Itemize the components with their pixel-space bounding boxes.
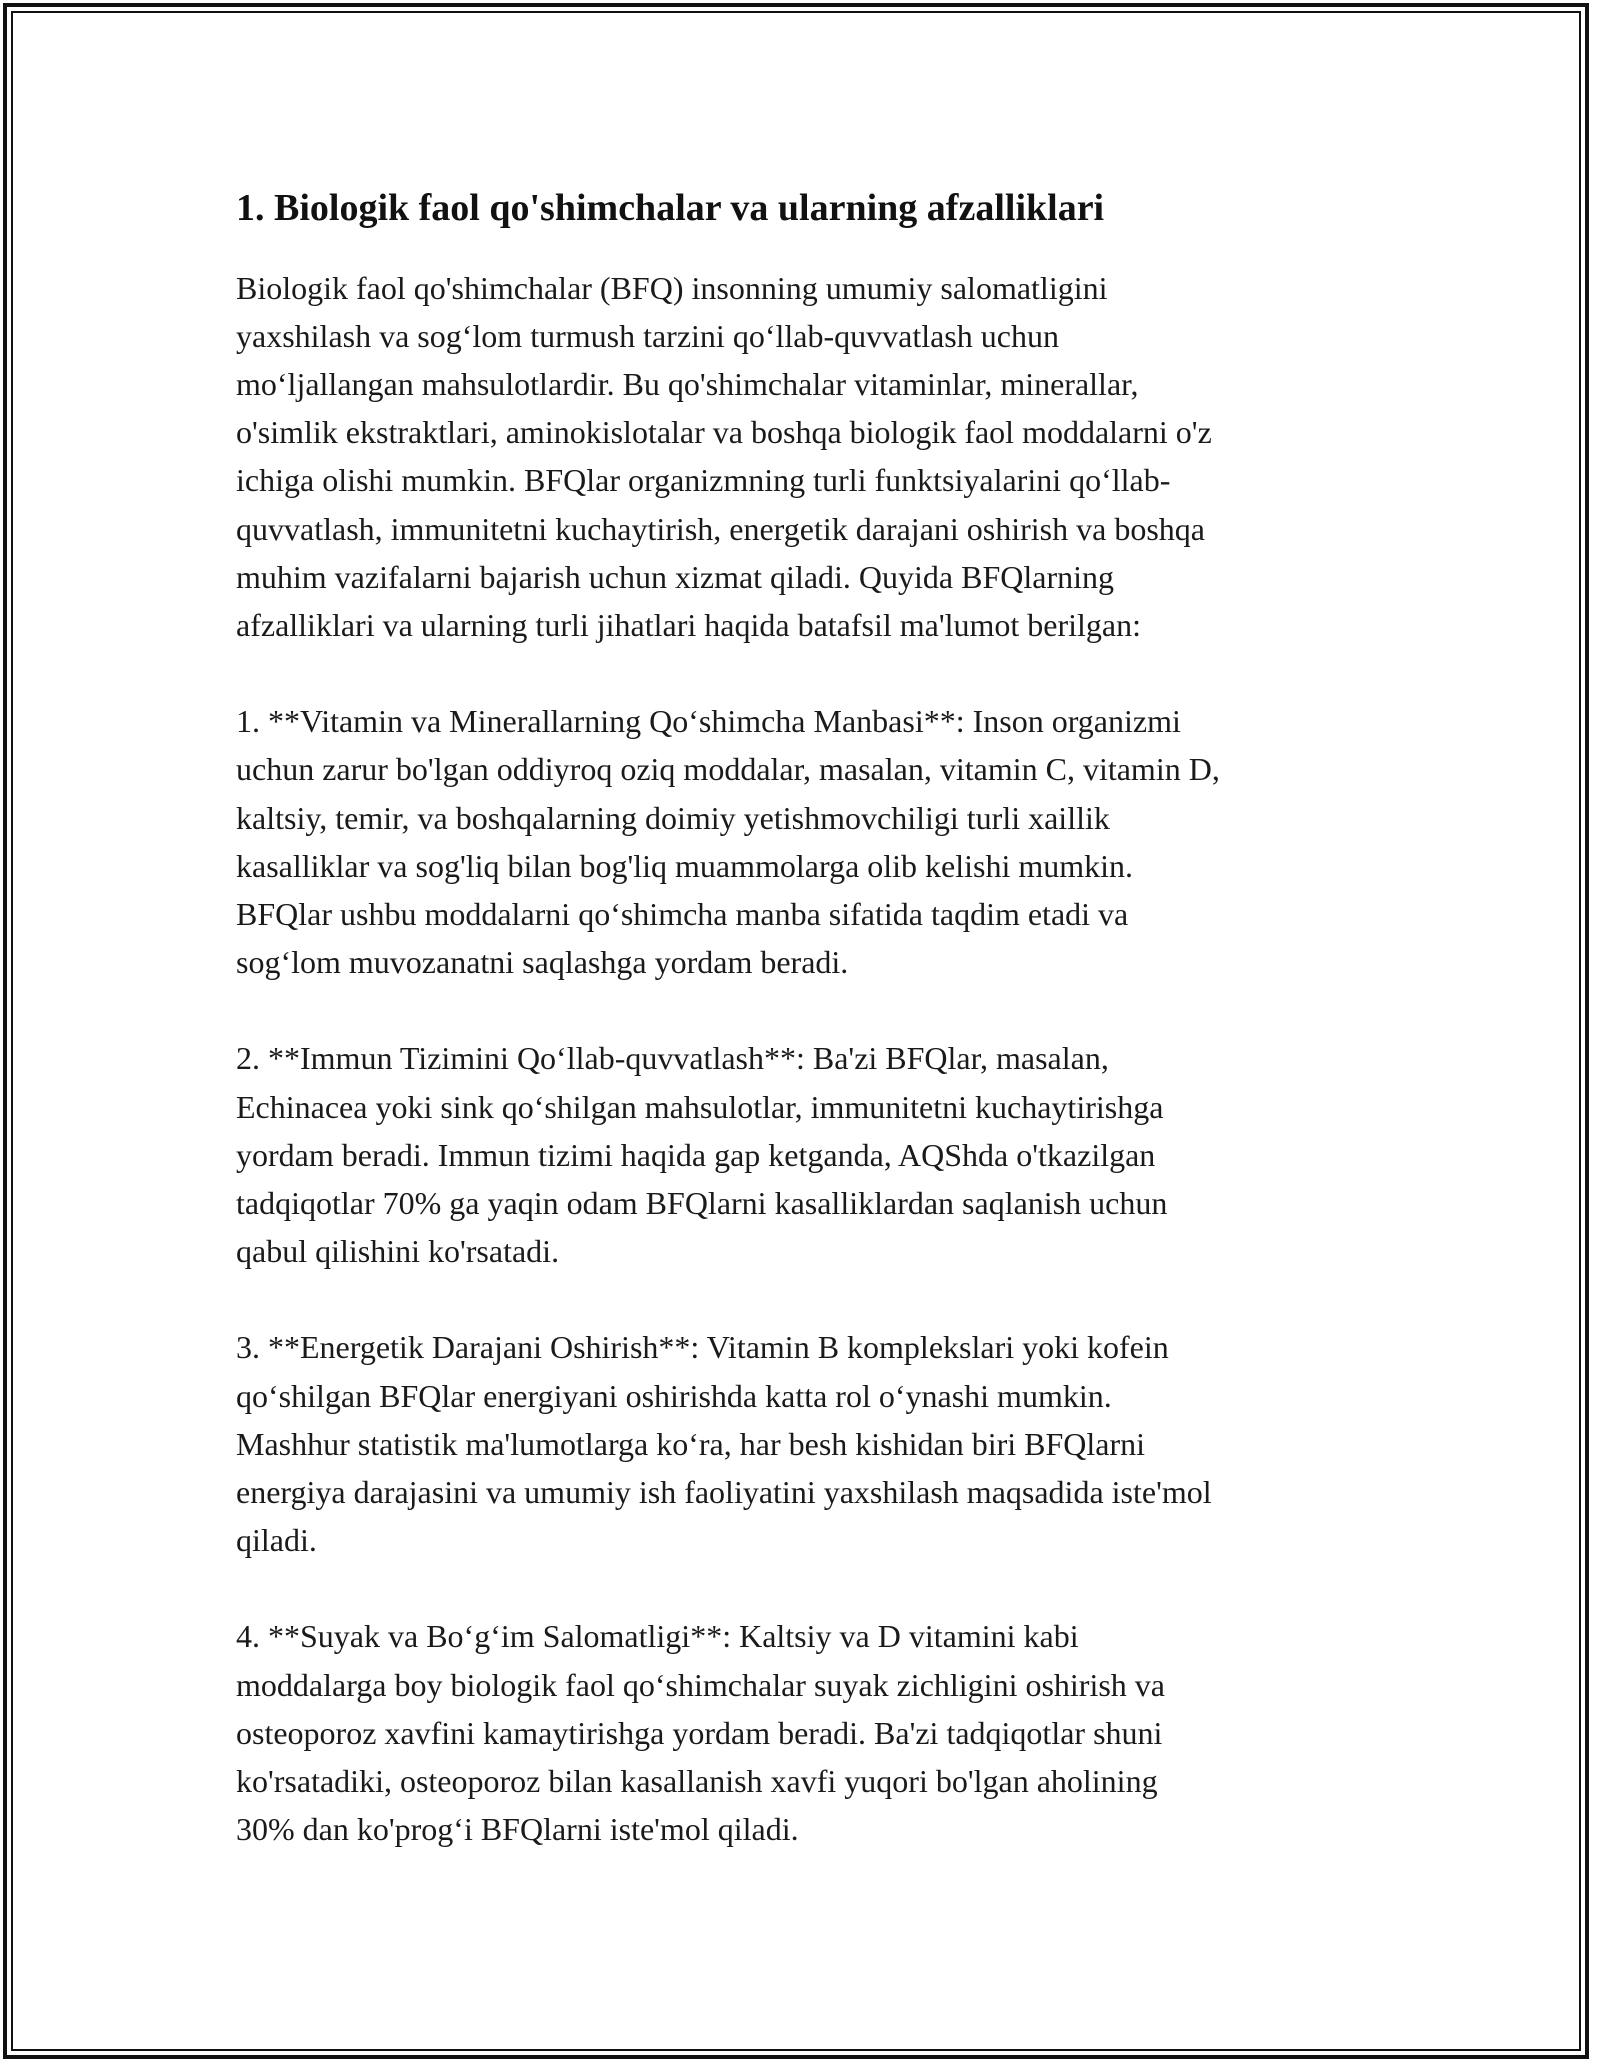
document-body [236, 186, 1376, 1853]
document-title: 1. Biologik faol qo'shimchalar va ularning afzalliklari [236, 187, 1105, 229]
list-item-vitamin-minerals: 1. **Vitamin va Minerallarning Qo‘shimcha Manbasi**: Inson organizmi uchun zarur bo'lgan oddiyroq oziq moddalar, masalan, vitamin C, vitamin D, kaltsiy, temir, va boshqalarning doimiy yetishmovchiligi turli xaillik kasalliklar va sog'liq bilan bog'liq muammolarga olib kelishi mumkin. BFQlar ushbu moddalarni qo‘shimcha manba sifatida taqdim etadi va sog‘lom muvozanatni saqlashga yordam beradi. [236, 703, 1220, 981]
list-item-energy-level: 3. **Energetik Darajani Oshirish**: Vitamin B komplekslari yoki kofein qo‘shilgan BFQlar energiyani oshirishda katta rol o‘ynashi mumkin. Mashhur statistik ma'lumotlarga ko‘ra, har besh kishidan biri BFQlarni energiya darajasini va umumiy ish faoliyatini yaxshilash maqsadida iste'mol qiladi. [236, 1329, 1212, 1559]
list-item-bone-joint-health: 4. **Suyak va Bo‘g‘im Salomatligi**: Kaltsiy va D vitamini kabi moddalarga boy biologik faol qo‘shimchalar suyak zichligini oshirish va osteoporoz xavfini kamaytirishga yordam beradi. Ba'zi tadqiqotlar shuni ko'rsatadiki, osteoporoz bilan kasallanish xavfi yuqori bo'lgan aholining 30% dan ko'prog‘i BFQlarni iste'mol qiladi. [236, 1618, 1165, 1848]
intro-paragraph: Biologik faol qo'shimchalar (BFQ) insonning umumiy salomatligini yaxshilash va sog‘lom turmush tarzini qo‘llab-quvvatlash uchun mo‘ljallangan mahsulotlardir. Bu qo'shimchalar vitaminlar, minerallar, o'simlik ekstraktlari, aminokislotalar va boshqa biologik faol moddalarni o'z ichiga olishi mumkin. BFQlar organizmning turli funktsiyalarini qo‘llab- quvvatlash, immunitetni kuchaytirish, energetik darajani oshirish va boshqa muhim vazifalarni bajarish uchun xizmat qiladi. Quyida BFQlarning afzalliklari va ularning turli jihatlari haqida batafsil ma'lumot berilgan: [236, 269, 1212, 644]
list-item-immune-system: 2. **Immun Tizimini Qo‘llab-quvvatlash**: Ba'zi BFQlar, masalan, Echinacea yoki sink qo‘shilgan mahsulotlar, immunitetni kuchaytirishga yordam beradi. Immun tizimi haqida gap ketganda, AQShda o'tkazilgan tadqiqotlar 70% ga yaqin odam BFQlarni kasalliklardan saqlanish uchun qabul qilishini ko'rsatadi. [236, 1040, 1168, 1270]
